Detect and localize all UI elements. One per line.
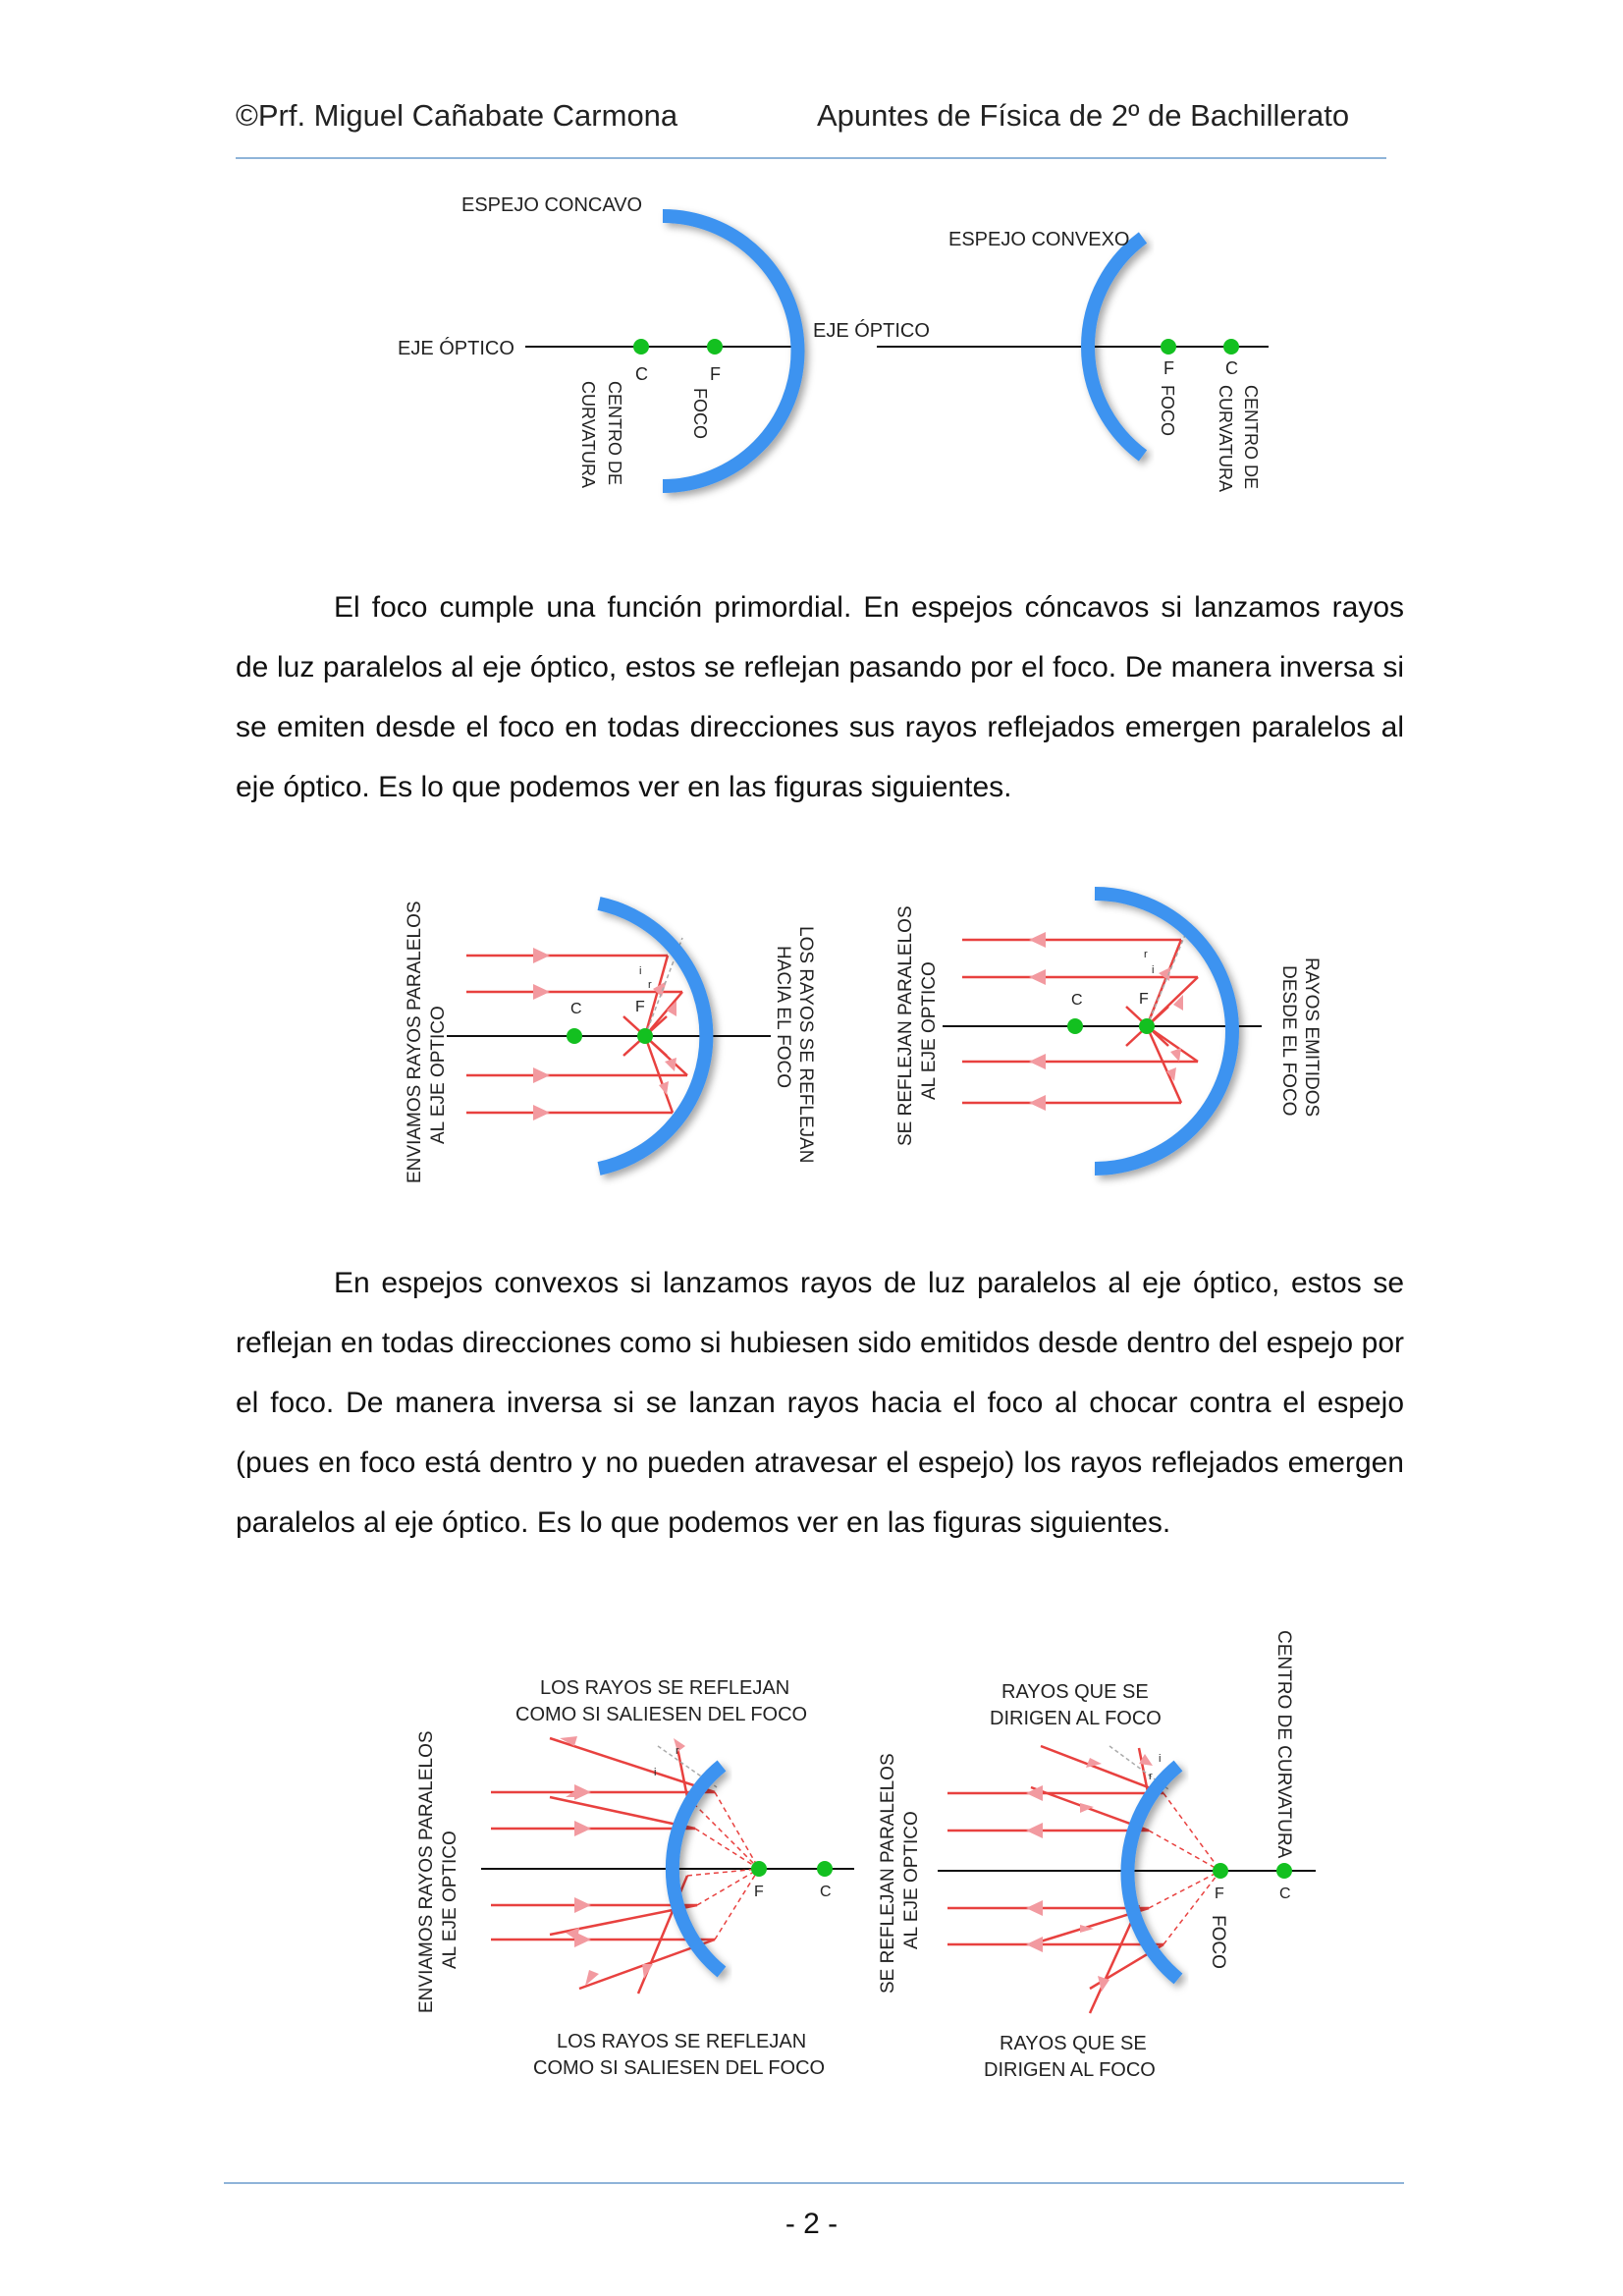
right-bottom-label-1: RAYOS QUE SE <box>1000 2033 1147 2054</box>
figure-concave-rays <box>388 879 1350 1193</box>
centro-label-convex-2: CURVATURA <box>1216 385 1235 493</box>
focus-point-convex <box>1161 339 1176 355</box>
label-f-conv-left: F <box>754 1884 764 1900</box>
axis-label-convex: EJE ÓPTICO <box>813 320 930 342</box>
centro-label-convex-1: CENTRO DE <box>1241 385 1261 490</box>
label-f-right: F <box>1139 991 1149 1008</box>
label-c-left: C <box>570 1001 582 1017</box>
right-right-label-2: DESDE EL FOCO <box>1278 965 1299 1117</box>
label-i-left: i <box>639 965 642 977</box>
paragraph-1-text: El foco cumple una función primordial. En espejos cóncavos si lanzamos rayos de luz paralelos al eje óptico, estos se reflejan pasando por el foco. De manera inversa si se emiten desde el foco en todas direcciones sus rayos reflejados emergen paralelos al eje óptico. Es lo que podemos ver en las figuras siguientes. <box>236 591 1404 803</box>
page-number: - 2 - <box>784 2208 839 2240</box>
conv-left-side-2: AL EJE OPTICO <box>440 1831 460 1969</box>
label-f-convex: F <box>1163 358 1174 378</box>
center-point-convex <box>1223 339 1239 355</box>
left-right-label-1: LOS RAYOS SE REFLEJAN <box>795 926 816 1164</box>
left-right-label-2: HACIA EL FOCO <box>773 946 793 1088</box>
center-point <box>633 339 649 355</box>
right-right-label-1: RAYOS EMITIDOS <box>1301 957 1322 1118</box>
paragraph-concave-focus <box>236 577 1404 817</box>
header-course: Apuntes de Física de 2º de Bachillerato <box>817 98 1350 133</box>
concave-focus-out <box>895 894 1322 1169</box>
right-bottom-label-2: DIRIGEN AL FOCO <box>984 2059 1156 2081</box>
convex-title: ESPEJO CONVEXO <box>948 229 1130 250</box>
left-bottom-label-2: COMO SI SALIESEN DEL FOCO <box>533 2057 826 2079</box>
label-f: F <box>710 364 721 384</box>
figure-convex-rays <box>403 1620 1325 2092</box>
concave-title: ESPEJO CONCAVO <box>461 194 643 216</box>
figure-mirrors-overview <box>373 177 1296 530</box>
conv-right-side-2: AL EJE OPTICO <box>901 1811 922 1949</box>
left-top-label-2: COMO SI SALIESEN DEL FOCO <box>515 1704 808 1725</box>
foco-conv-label: FOCO <box>1208 1915 1228 1969</box>
label-c-conv-left: C <box>820 1884 832 1900</box>
label-r-conv-left: r <box>676 1745 679 1757</box>
right-top-label-1: RAYOS QUE SE <box>1001 1681 1149 1703</box>
centro-label-1: CENTRO DE <box>605 381 624 486</box>
header-author: ©Prf. Miguel Cañabate Carmona <box>236 98 678 133</box>
focus-point <box>707 339 723 355</box>
footer-rule <box>224 2182 1404 2184</box>
convex-toward-focus <box>878 1630 1316 2081</box>
concave-parallel-in <box>405 901 816 1183</box>
label-r-left: r <box>648 979 652 991</box>
convex-parallel-in <box>416 1677 854 2079</box>
label-c-conv-right: C <box>1279 1886 1291 1902</box>
label-i-conv-left: i <box>654 1767 657 1778</box>
left-side-label-2: AL EJE OPTICO <box>428 1006 449 1144</box>
label-i-right: i <box>1152 964 1155 976</box>
foco-label-convex: FOCO <box>1158 385 1177 436</box>
label-r-right: r <box>1144 949 1148 960</box>
centro-label-2: CURVATURA <box>578 381 598 489</box>
paragraph-convex-focus <box>236 1253 1404 1553</box>
foco-label: FOCO <box>690 388 710 439</box>
axis-label-concave: EJE ÓPTICO <box>398 338 514 359</box>
right-top-label-2: DIRIGEN AL FOCO <box>990 1708 1162 1729</box>
concave-mirror <box>663 216 798 486</box>
paragraph-2-text: En espejos convexos si lanzamos rayos de luz paralelos al eje óptico, estos se reflejan en todas direcciones como si hubiesen sido emitidos desde dentro del espejo por el foco. De manera inversa si se lanzan rayos hacia el foco al chocar contra el espejo (pues en foco está dentro y no pueden atravesar el espejo) los rayos reflejados emergen paralelos al eje óptico. Es lo que podemos ver en las figuras siguientes. <box>236 1267 1404 1539</box>
centro-curvatura-label: CENTRO DE CURVATURA <box>1273 1630 1294 1859</box>
label-c-right: C <box>1071 992 1083 1009</box>
left-side-label-1: ENVIAMOS RAYOS PARALELOS <box>405 901 425 1183</box>
label-i-conv-right: i <box>1159 1753 1162 1765</box>
left-bottom-label-1: LOS RAYOS SE REFLEJAN <box>557 2031 807 2052</box>
label-f-conv-right: F <box>1215 1886 1224 1902</box>
label-c-convex: C <box>1225 358 1238 378</box>
label-c: C <box>635 364 648 384</box>
label-r-conv-right: r <box>1149 1771 1153 1782</box>
header-rule <box>236 157 1386 159</box>
left-top-label-1: LOS RAYOS SE REFLEJAN <box>540 1677 790 1699</box>
conv-right-side-1: SE REFLEJAN PARALELOS <box>878 1753 898 1994</box>
right-side-label-1: SE REFLEJAN PARALELOS <box>895 905 916 1146</box>
label-f-left: F <box>635 999 645 1015</box>
conv-left-side-1: ENVIAMOS RAYOS PARALELOS <box>416 1730 437 2013</box>
right-side-label-2: AL EJE OPTICO <box>919 961 940 1100</box>
